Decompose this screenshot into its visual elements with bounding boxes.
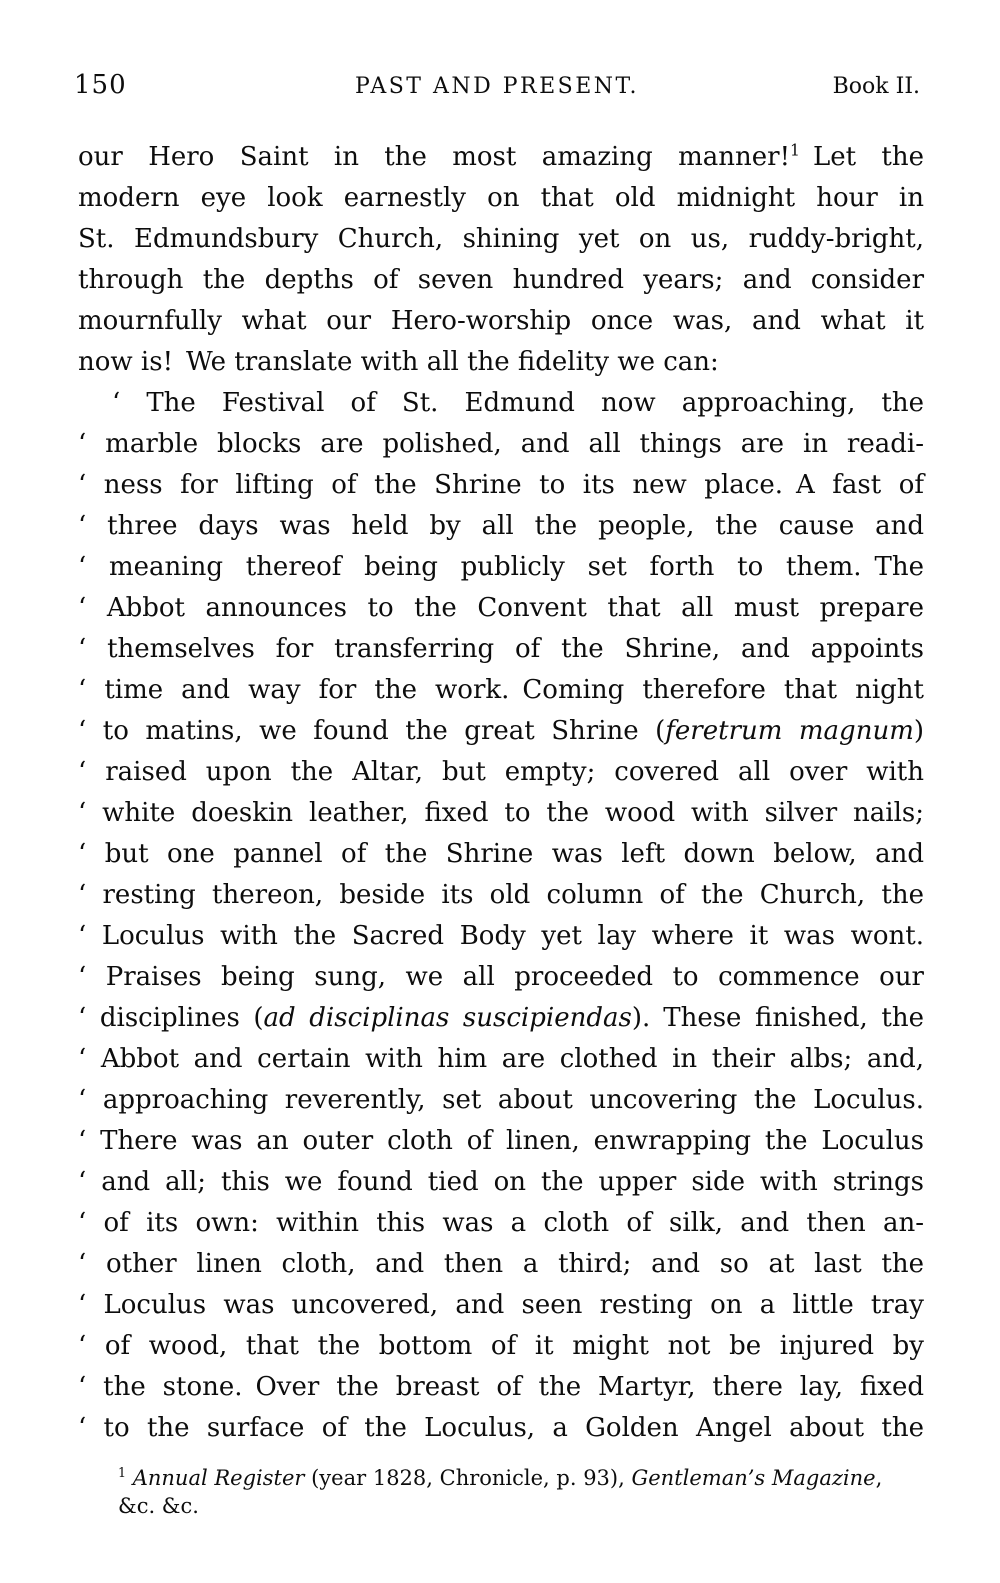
text-line [78,1121,924,1162]
text-segment: ‘ resting thereon, beside its old column of the Church, the [78,880,924,910]
text-line [78,793,924,834]
text-line [78,1203,924,1244]
text-segment: ‘ marble blocks are polished, and all things are in readi- [78,429,924,459]
text-line [78,547,924,588]
text-segment: ‘ Abbot announces to the Convent that all must prepare [78,593,924,623]
text-segment: , &c. &c. [118,1466,883,1518]
text-line [78,916,924,957]
text-line [78,834,924,875]
text-segment: our Hero Saint in the most amazing manner! [78,142,791,172]
text-line [78,219,924,260]
text-line [78,957,924,998]
text-line [78,137,924,178]
text-segment: ‘ to matins, we found the great Shrine ( [78,716,666,746]
text-line [78,629,924,670]
text-segment [126,1466,133,1490]
text-segment: (year 1828, Chronicle, p. 93), [304,1466,632,1490]
quoted-passage [78,383,924,1449]
text-line [78,260,924,301]
text-segment: modern eye look earnestly on that old midnight hour in [78,183,924,213]
footnote-marker: 1 [790,141,800,160]
text-line [78,998,924,1039]
text-line [78,752,924,793]
text-line [78,1326,924,1367]
book-label: Book II. [832,74,920,99]
text-line [78,1367,924,1408]
text-line [78,342,924,383]
footnote [118,1464,924,1520]
text-segment: St. Edmundsbury Church, shining yet on us, ruddy-bright, [78,224,924,254]
text-line [78,670,924,711]
opening-paragraph [78,137,924,383]
text-line [78,1285,924,1326]
text-line [78,465,924,506]
text-segment: ‘ The Festival of St. Edmund now approaching, the [112,388,924,418]
text-line [78,1162,924,1203]
text-segment: ). These finished, the [631,1003,925,1033]
text-line [78,506,924,547]
text-segment: ‘ raised upon the Altar, but empty; covered all over with [78,757,924,787]
text-segment: ‘ three days was held by all the people, the cause and [78,511,924,541]
text-segment: ‘ approaching reverently, set about uncovering the Loculus. [78,1085,924,1115]
text-segment: now is! We translate with all the fidelity we can: [78,347,719,377]
text-segment: ‘ Loculus with the Sacred Body yet lay where it was wont. [78,921,924,951]
text-segment: ‘ meaning thereof being publicly set forth to them. The [78,552,924,582]
text-segment: ‘ of its own: within this was a cloth of silk, and then an- [78,1208,924,1238]
text-segment: mournfully what our Hero-worship once was, and what it [78,306,924,336]
text-segment: ‘ There was an outer cloth of linen, enwrapping the Loculus [78,1126,924,1156]
text-segment: ) [913,716,925,746]
text-segment: Let the [799,142,924,172]
text-segment: ‘ to the surface of the Loculus, a Golden Angel about the [78,1413,924,1443]
text-line [78,1039,924,1080]
text-segment: ‘ other linen cloth, and then a third; and so at last the [78,1249,924,1279]
text-line [78,1408,924,1449]
text-line [78,424,924,465]
text-line [78,588,924,629]
italic-text: Gentleman’s Magazine [631,1466,876,1490]
italic-text: ad disciplinas suscipiendas [263,1003,632,1033]
text-line [78,875,924,916]
main-text [78,137,924,1449]
text-segment: ‘ time and way for the work. Coming therefore that night [78,675,924,705]
italic-text: feretrum magnum [665,716,914,746]
text-segment: ‘ of wood, that the bottom of it might not be injured by [78,1331,924,1361]
text-line [78,1244,924,1285]
text-segment: ‘ but one pannel of the Shrine was left down below, and [78,839,924,869]
page-number: 150 [74,70,127,100]
footnote-marker: 1 [118,1465,127,1480]
text-line [78,178,924,219]
page-header [0,0,1000,100]
text-segment: ‘ Praises being sung, we all proceeded to commence our [78,962,924,992]
text-segment: ‘ ness for lifting of the Shrine to its new place. A fast of [78,470,924,500]
text-segment: through the depths of seven hundred years; and consider [78,265,924,295]
text-segment: ‘ white doeskin leather, fixed to the wood with silver nails; [78,798,924,828]
text-segment: ‘ and all; this we found tied on the upper side with strings [78,1167,924,1197]
text-segment: ‘ Loculus was uncovered, and seen resting on a little tray [78,1290,924,1320]
text-line [78,383,924,424]
text-segment: ‘ Abbot and certain with him are clothed in their albs; and, [78,1044,924,1074]
text-line [78,301,924,342]
text-segment: ‘ themselves for transferring of the Shrine, and appoints [78,634,924,664]
running-title: PAST AND PRESENT. [355,74,639,99]
text-line [78,711,924,752]
italic-text: Annual Register [132,1466,305,1490]
text-line [78,1080,924,1121]
text-segment: ‘ disciplines ( [78,1003,264,1033]
text-segment: ‘ the stone. Over the breast of the Martyr, there lay, fixed [78,1372,924,1402]
